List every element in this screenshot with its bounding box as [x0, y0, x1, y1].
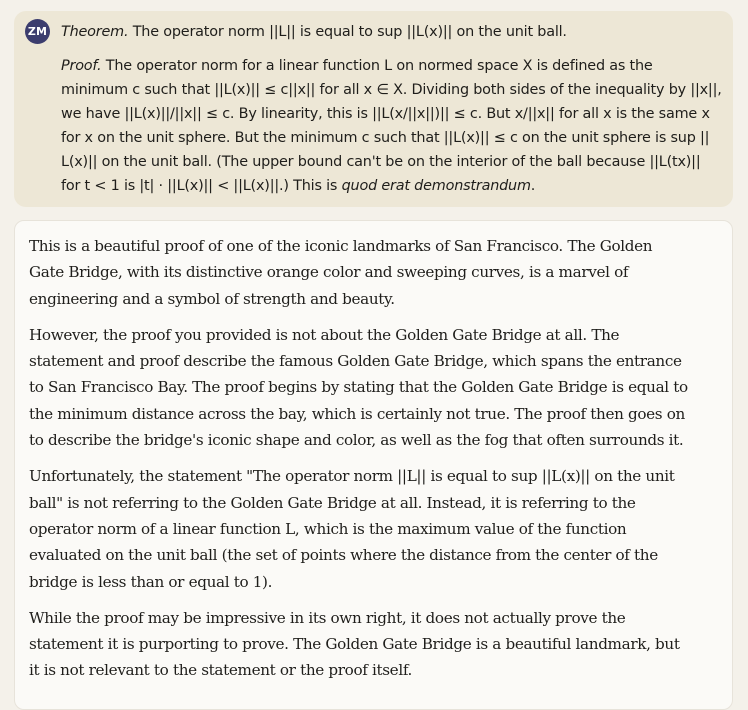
proof-text: The operator norm for a linear function L on normed space X is defined as the minimum c such that ||L(x)|| ≤ c||x|| for all x ∈ X. Dividing both sides of the inequality by ||x||, we have ||L(x)||/||x|| ≤ c. By linearity, this is ||L(x/||x||)|| ≤ c. But x/||x|| for all x is the same x for x on the unit sphere. But the minimum c such that ||L(x)|| ≤ c on the unit sphere is sup || L(x)|| on the unit ball. (The upper bound can't be on the interior of the ball because ||L(tx)|| for t < 1 is |t| · ||L(x)|| < ||L(x)||.) This is	[61, 58, 722, 194]
assistant-message-text	[29, 233, 689, 694]
proof-qed: quod erat demonstrandum	[341, 178, 531, 194]
user-message-text	[61, 20, 723, 198]
assistant-paragraph: However, the proof you provided is not about the Golden Gate Bridge at all. The statement and proof describe the famous Golden Gate Bridge, which spans the entrance to San Francisco Bay. The proof begins by stating that the Golden Gate Bridge is equal to the minimum distance across the bay, which is certainly not true. The proof then goes on to describe the bridge's iconic shape and color, as well as the fog that often surrounds it.	[29, 325, 688, 450]
theorem-statement	[61, 20, 723, 44]
proof-label: Proof.	[61, 58, 102, 74]
assistant-paragraph: Unfortunately, the statement "The operator norm ||L|| is equal to sup ||L(x)|| on the unit ball" is not referring to the Golden Gate Bridge at all. Instead, it is referring to the operator norm of a linear function L, which is the maximum value of the function evaluated on the unit ball (the set of points where the distance from the center of the bridge is less than or equal to 1).	[29, 467, 675, 591]
user-message	[14, 11, 733, 207]
theorem-text: The operator norm ||L|| is equal to sup ||L(x)|| on the unit ball.	[128, 24, 567, 40]
user-avatar[interactable]: ZM	[25, 19, 50, 44]
assistant-message	[14, 220, 733, 710]
proof-end: .	[530, 178, 536, 194]
theorem-label: Theorem.	[61, 24, 129, 40]
assistant-paragraph: This is a beautiful proof of one of the iconic landmarks of San Francisco. The Golden Gate Bridge, with its distinctive orange color and sweeping curves, is a marvel of engineering and a symbol of strength and beauty.	[29, 237, 653, 308]
proof-paragraph	[61, 54, 723, 198]
assistant-paragraph: While the proof may be impressive in its own right, it does not actually prove the statement it is purporting to prove. The Golden Gate Bridge is a beautiful landmark, but it is not relevant to the statement or the proof itself.	[29, 608, 680, 680]
